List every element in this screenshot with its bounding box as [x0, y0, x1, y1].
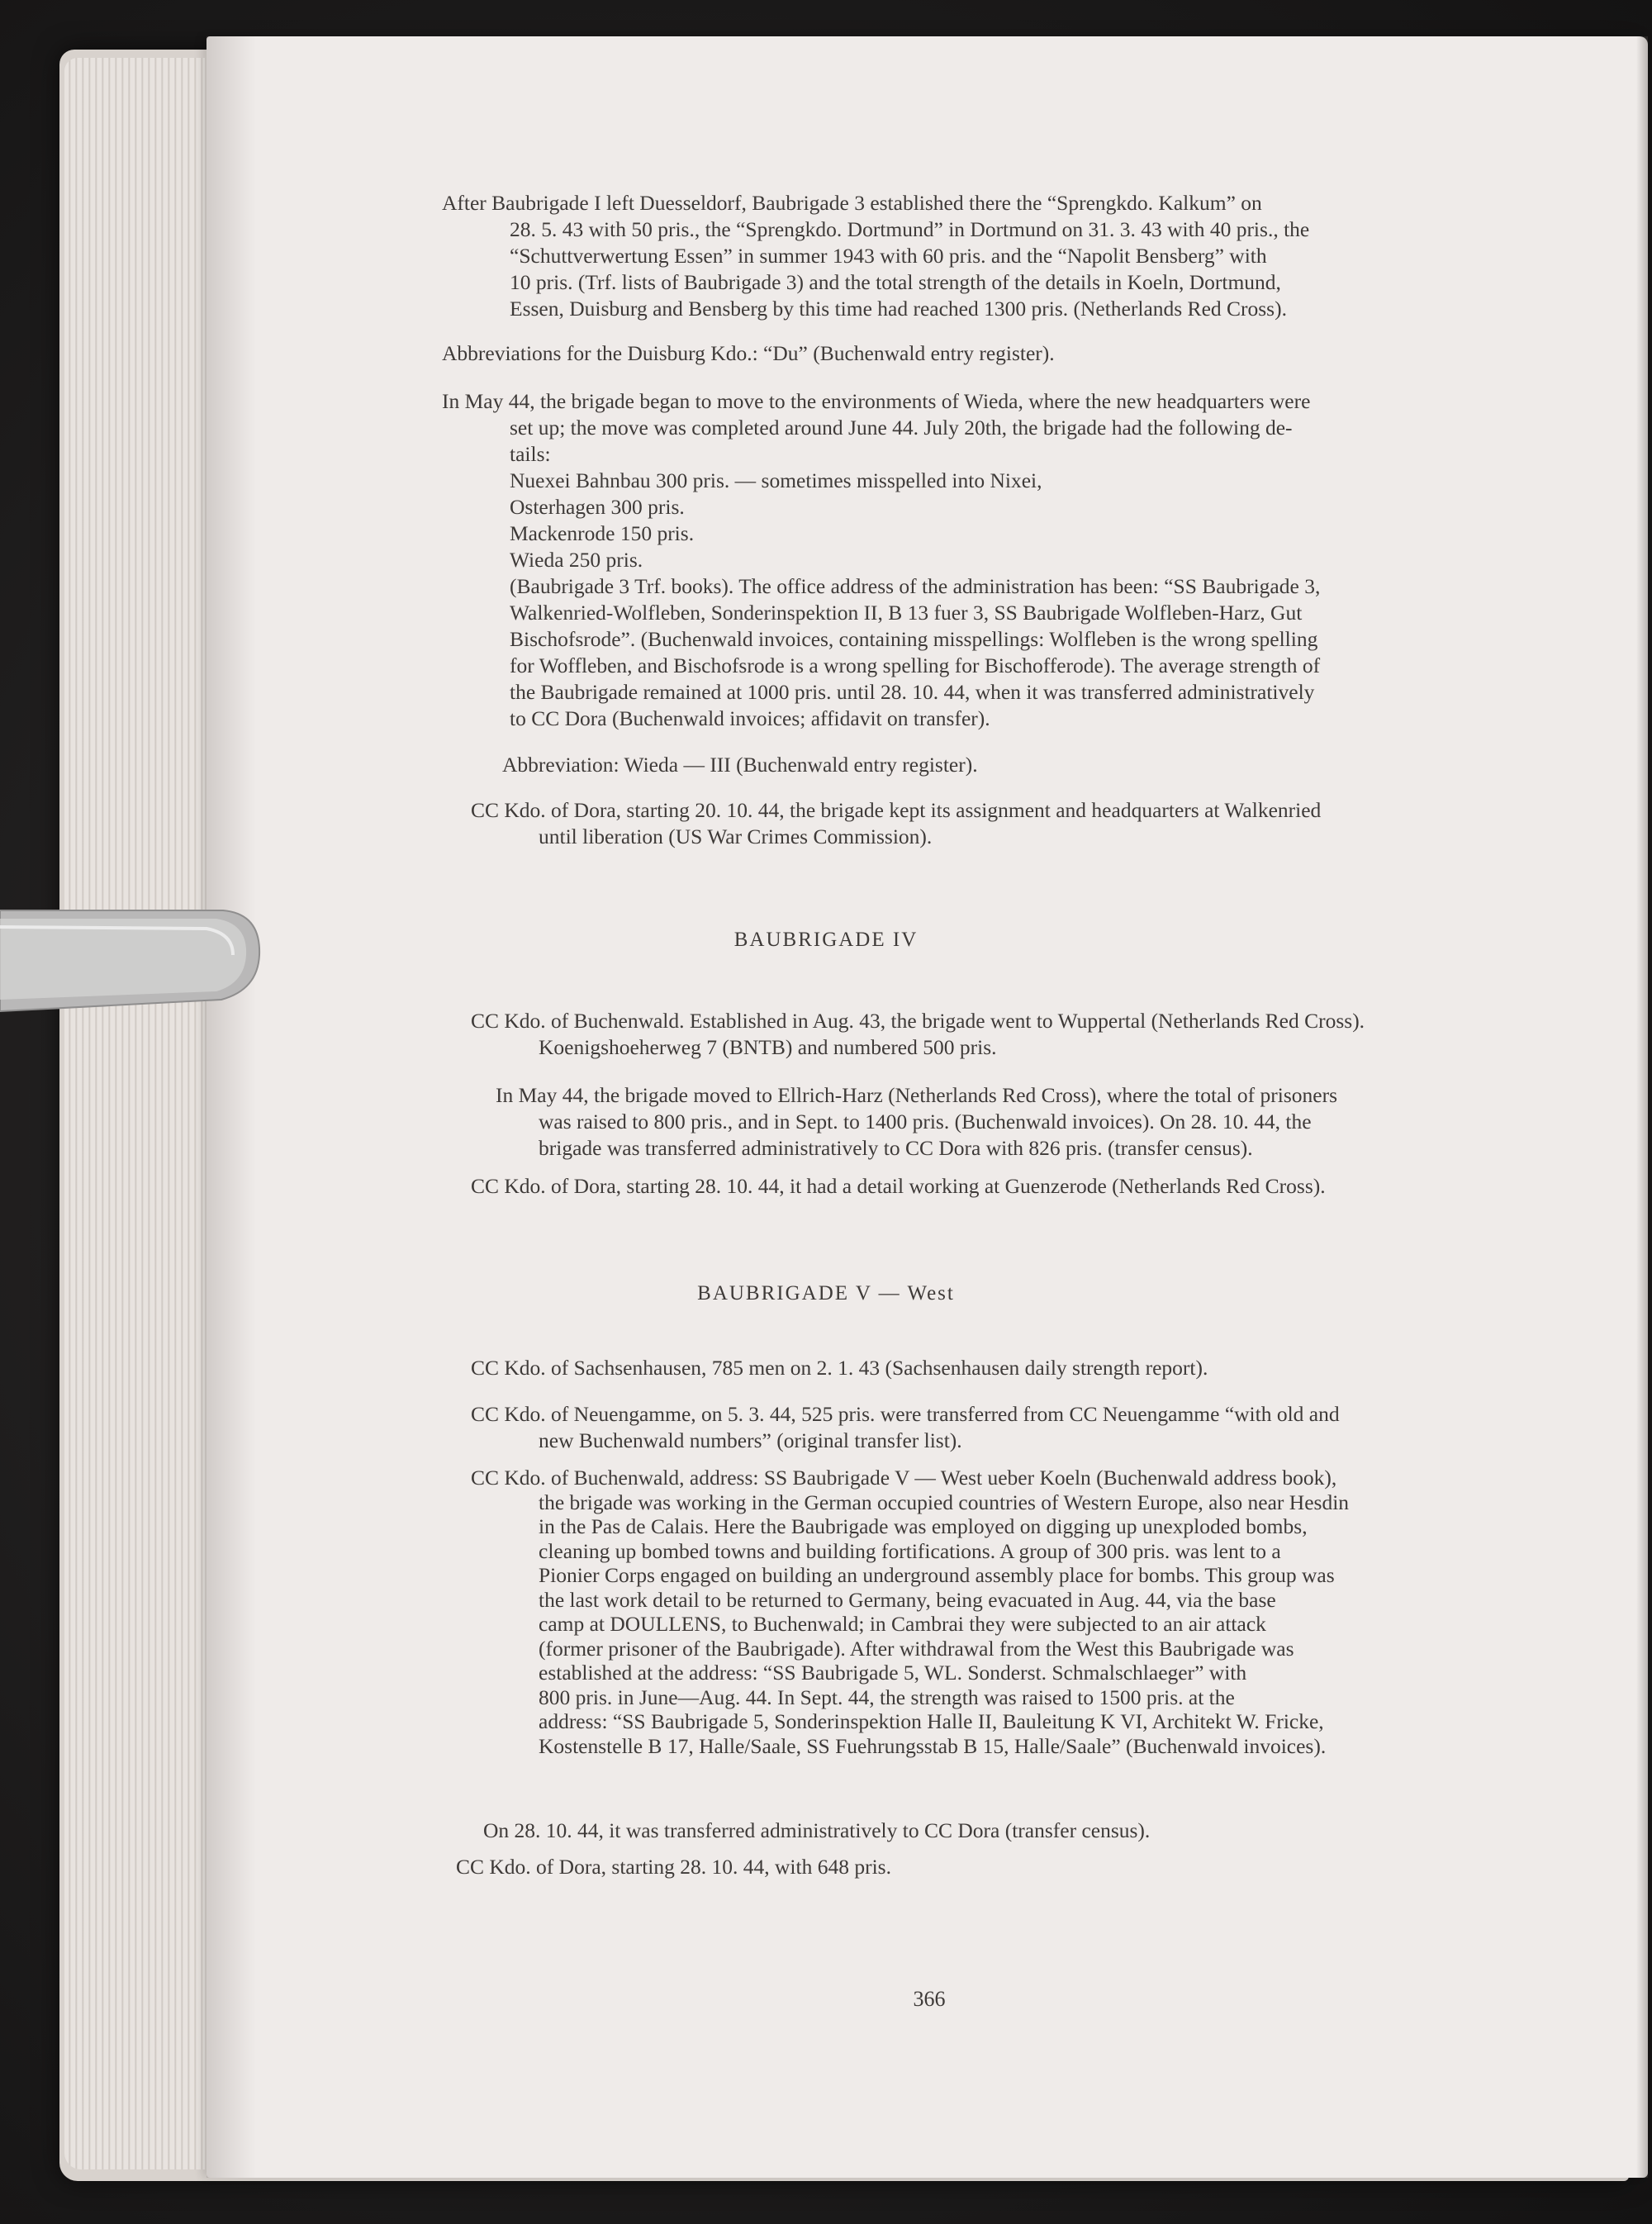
- text-line: Osterhagen 300 pris.: [510, 495, 685, 519]
- text-line: CC Kdo. of Neuengamme, on 5. 3. 44, 525 pris. were transferred from CC Neuengamme “with old and: [471, 1402, 1340, 1426]
- section-heading-v: BAUBRIGADE V — West: [697, 1282, 955, 1304]
- text-line: brigade was transferred administratively to CC Dora with 826 pris. (transfer census).: [539, 1136, 1253, 1160]
- text-line: 10 pris. (Trf. lists of Baubrigade 3) and the total strength of the details in Koeln, Dortmund,: [510, 270, 1281, 294]
- text-line: Bischofsrode”. (Buchenwald invoices, containing misspellings: Wolfleben is the wrong spelling: [510, 627, 1318, 651]
- text-line: was raised to 800 pris., and in Sept. to 1400 pris. (Buchenwald invoices). On 28. 10. 44, the: [539, 1110, 1312, 1133]
- paragraph-p6: [471, 1008, 1549, 1061]
- text-line: tails:: [510, 442, 551, 466]
- text-line: After Baubrigade I left Duesseldorf, Baubrigade 3 established there the “Sprengkdo. Kalkum” on: [442, 191, 1262, 215]
- text-line: in the Pas de Calais. Here the Baubrigade was employed on digging up unexploded bombs,: [539, 1514, 1308, 1538]
- text-line: set up; the move was completed around June 44. July 20th, the brigade had the following de-: [510, 416, 1293, 440]
- text-line: cleaning up bombed towns and building fortifications. A group of 300 pris. was lent to a: [539, 1538, 1281, 1563]
- text-line: Kostenstelle B 17, Halle/Saale, SS Fuehrungsstab B 15, Halle/Saale” (Buchenwald invoices).: [539, 1733, 1327, 1758]
- text-line: CC Kdo. of Dora, starting 28. 10. 44, it had a detail working at Guenzerode (Netherlands Red Cross).: [471, 1174, 1326, 1198]
- text-line: Koenigshoeherweg 7 (BNTB) and numbered 500 pris.: [539, 1035, 997, 1059]
- text-line: Mackenrode 150 pris.: [510, 521, 695, 545]
- text-line: new Buchenwald numbers” (original transfer list).: [539, 1428, 962, 1452]
- text-line: (Baubrigade 3 Trf. books). The office address of the administration has been: “SS Baubrigade 3,: [510, 574, 1321, 598]
- text-line: Abbreviation: Wieda — III (Buchenwald entry register).: [502, 753, 978, 777]
- paragraph-p8: [471, 1173, 1549, 1200]
- page-number: 366: [913, 1987, 946, 2011]
- text-line: until liberation (US War Crimes Commission).: [539, 824, 933, 848]
- text-line: CC Kdo. of Buchenwald. Established in Aug. 43, the brigade went to Wuppertal (Netherlands Red Cross).: [471, 1009, 1365, 1033]
- text-line: CC Kdo. of Dora, starting 20. 10. 44, the brigade kept its assignment and headquarters at Walkenried: [471, 798, 1322, 822]
- text-line: Pionier Corps engaged on building an underground assembly place for bombs. This group was: [539, 1563, 1335, 1587]
- section-heading-iv: BAUBRIGADE IV: [733, 929, 919, 951]
- paragraph-p9: [471, 1355, 1549, 1381]
- text-line: Wieda 250 pris.: [510, 548, 643, 572]
- paragraph-p1: [442, 190, 1549, 322]
- paragraph-p5: [471, 797, 1549, 850]
- text-line: the brigade was working in the German occupied countries of Western Europe, also near Hesdin: [539, 1490, 1350, 1514]
- text-line: 800 pris. in June—Aug. 44. In Sept. 44, the strength was raised to 1500 pris. at the: [539, 1685, 1235, 1709]
- text-line: Walkenried-Wolfleben, Sonderinspektion II, B 13 fuer 3, SS Baubrigade Wolfleben-Harz, Gut: [510, 601, 1303, 625]
- text-line: CC Kdo. of Dora, starting 28. 10. 44, with 648 pris.: [456, 1855, 891, 1879]
- text-line: to CC Dora (Buchenwald invoices; affidavit on transfer).: [510, 706, 990, 730]
- text-line: CC Kdo. of Buchenwald, address: SS Baubrigade V — West ueber Koeln (Buchenwald address book),: [471, 1466, 1337, 1490]
- text-line: (former prisoner of the Baubrigade). After withdrawal from the West this Baubrigade was: [539, 1636, 1294, 1661]
- paragraph-p3: [442, 388, 1549, 732]
- paragraph-p13: [456, 1854, 1546, 1880]
- text-line: Abbreviations for the Duisburg Kdo.: “Du” (Buchenwald entry register).: [442, 341, 1055, 365]
- paragraph-p7: [471, 1082, 1549, 1162]
- text-line: camp at DOULLENS, to Buchenwald; in Cambrai they were subjected to an air attack: [539, 1612, 1266, 1636]
- text-line: the last work detail to be returned to Germany, being evacuated in Aug. 44, via the base: [539, 1587, 1276, 1612]
- paragraph-p11: [471, 1466, 1549, 1758]
- text-line: Nuexei Bahnbau 300 pris. — sometimes misspelled into Nixei,: [510, 468, 1042, 492]
- text-line: “Schuttverwertung Essen” in summer 1943 with 60 pris. and the “Napolit Bensberg” with: [510, 244, 1267, 268]
- text-line: established at the address: “SS Baubrigade 5, WL. Sonderst. Schmalschlaeger” with: [539, 1661, 1247, 1685]
- text-line: In May 44, the brigade began to move to the environments of Wieda, where the new headquarters were: [442, 389, 1311, 413]
- text-line: 28. 5. 43 with 50 pris., the “Sprengkdo. Dortmund” in Dortmund on 31. 3. 43 with 40 pris., the: [510, 217, 1310, 241]
- text-line: On 28. 10. 44, it was transferred administratively to CC Dora (transfer census).: [483, 1818, 1151, 1842]
- paragraph-p10: [471, 1401, 1549, 1454]
- text-line: for Woffleben, and Bischofsrode is a wrong spelling for Bischofferode). The average strength of: [510, 653, 1321, 677]
- text-line: the Baubrigade remained at 1000 pris. until 28. 10. 44, when it was transferred administratively: [510, 680, 1315, 704]
- text-line: In May 44, the brigade moved to Ellrich-Harz (Netherlands Red Cross), where the total of prisoners: [496, 1083, 1337, 1107]
- text-line: Essen, Duisburg and Bensberg by this time had reached 1300 pris. (Netherlands Red Cross).: [510, 297, 1287, 321]
- text-line: CC Kdo. of Sachsenhausen, 785 men on 2. 1. 43 (Sachsenhausen daily strength report).: [471, 1356, 1208, 1380]
- paragraph-p12: [483, 1818, 1549, 1844]
- paragraph-p4: [502, 752, 1549, 778]
- text-line: address: “SS Baubrigade 5, Sonderinspektion Halle II, Bauleitung K VI, Architekt W. Fricke,: [539, 1709, 1324, 1733]
- paragraph-p2: [442, 340, 1549, 367]
